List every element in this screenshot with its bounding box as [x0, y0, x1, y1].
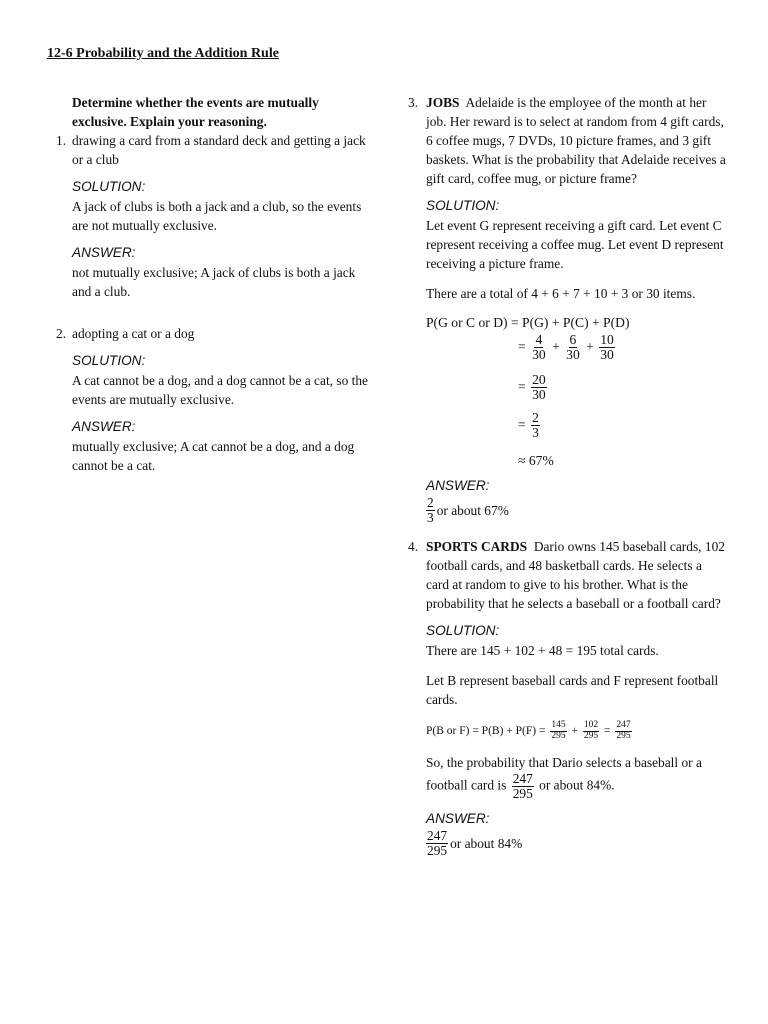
solution-label: SOLUTION: [72, 179, 146, 194]
fraction-numerator: 247 [427, 828, 448, 844]
fraction-denominator: 295 [616, 731, 631, 742]
solution-text: Let B represent baseball cards and F represent football cards. [426, 673, 719, 708]
answer-label: ANSWER: [72, 419, 136, 434]
fraction-numerator: 10 [600, 332, 614, 347]
fraction-denominator: 3 [427, 510, 434, 526]
fraction-numerator: 247 [616, 720, 631, 731]
solution-label: SOLUTION: [426, 623, 500, 639]
solution-label: SOLUTION: [426, 198, 500, 213]
conclusion-tail: or about 84%. [539, 777, 615, 793]
problem-text: adopting a cat or a dog [72, 326, 195, 341]
problem-4 [408, 537, 726, 613]
problem-number: 1. [56, 133, 67, 148]
fraction-numerator: 2 [427, 495, 434, 510]
fraction-numerator: 247 [512, 771, 533, 787]
fraction-numerator: 2 [532, 410, 539, 425]
fraction-denominator: 30 [532, 387, 546, 403]
equation-lhs: P(B or F) = P(B) + P(F) = [426, 725, 546, 738]
left-column [56, 93, 368, 475]
answer-tail: or about 84% [450, 836, 523, 852]
problem-3 [408, 93, 726, 188]
fraction-denominator: 30 [600, 347, 614, 363]
problem-number: 4. [408, 539, 419, 555]
solution-text: A cat cannot be a dog, and a dog cannot be a cat, so the events are mutually exclusive. [72, 373, 368, 407]
answer-text: not mutually exclusive; A jack of clubs is both a jack and a club. [72, 265, 356, 299]
problem-number: 3. [408, 95, 419, 110]
probability-equation: P(B or F) = P(B) + P(F) = $\frac{145}{295}$ + $\frac{102}{295}$ = $\frac{247}{295}$ [426, 720, 631, 742]
fraction-denominator: 30 [566, 347, 580, 363]
problem-text: Dario owns 145 baseball cards, 102 football cards, and 48 basketball cards. He selects a card at random to give to his brother. What is the probability that he selects a baseball or a football card? [426, 539, 725, 612]
fraction-numerator: 6 [569, 332, 577, 347]
fraction-numerator: 4 [535, 332, 543, 347]
equation-lhs: P(G or C or D) = P(G) + P(C) + P(D) [426, 315, 630, 330]
answer-text [426, 829, 726, 858]
solution-conclusion [426, 753, 726, 801]
problem-text: Adelaide is the employee of the month at her job. Her reward is to select at random from 4 gift cards, 6 coffee mugs, 7 DVDs, 10 picture frames, and 3 gift baskets. What is the probability that Adelaide receives a gift card, coffee mug, or picture frame? [426, 95, 726, 186]
answer-text: mutually exclusive; A cat cannot be a dog, and a dog cannot be a cat. [72, 439, 355, 473]
solution-text: There are 145 + 102 + 48 = 195 total cards. [426, 643, 659, 659]
fraction-denominator: 295 [512, 786, 533, 802]
fraction-denominator: 295 [583, 731, 599, 742]
answer-label: ANSWER: [426, 478, 490, 493]
solution-text: A jack of clubs is both a jack and a club, so the events are not mutually exclusive. [72, 199, 362, 233]
fraction-numerator: 20 [532, 372, 546, 387]
fraction-denominator: 3 [532, 425, 539, 441]
instructions: Determine whether the events are mutually exclusive. Explain your reasoning. [72, 95, 319, 129]
fraction-denominator: 30 [532, 347, 546, 363]
answer-text [426, 496, 726, 525]
fraction-numerator: 102 [583, 720, 599, 731]
approx-value: ≈ 67% [518, 453, 554, 468]
probability-equation: P(G or C or D) = P(G) + P(C) + P(D) = $\frac{4}{30}$ + $\frac{6}{30}$ + $\frac{10}{30}$ = $\frac{20}{30}$ = $\frac{2}{3}$ ≈ 67% [426, 315, 630, 468]
answer-label: ANSWER: [426, 811, 490, 827]
solution-label: SOLUTION: [72, 353, 146, 368]
right-column [408, 93, 726, 858]
solution-text: Let event G represent receiving a gift card. Let event C represent receiving a coffee mug. Let event D represent receiving a picture frame. [426, 218, 724, 271]
problem-number: 2. [56, 326, 67, 341]
solution-text: There are a total of 4 + 6 + 7 + 10 + 3 or 30 items. [426, 286, 696, 301]
answer-label: ANSWER: [72, 245, 136, 260]
answer-tail: or about 67% [436, 503, 509, 519]
problem-1 [56, 131, 368, 169]
page-title: 12-6 Probability and the Addition Rule [47, 46, 279, 61]
problem-text: drawing a card from a standard deck and getting a jack or a club [72, 133, 366, 167]
fraction-numerator: 145 [551, 720, 566, 731]
fraction-denominator: 295 [427, 843, 448, 859]
problem-heading: JOBS [426, 95, 460, 110]
problem-2 [56, 324, 368, 343]
problem-heading: SPORTS CARDS [426, 539, 528, 555]
fraction-denominator: 295 [551, 731, 566, 742]
conclusion-text: So, the probability that Dario selects a baseball or a football card is [426, 755, 702, 793]
